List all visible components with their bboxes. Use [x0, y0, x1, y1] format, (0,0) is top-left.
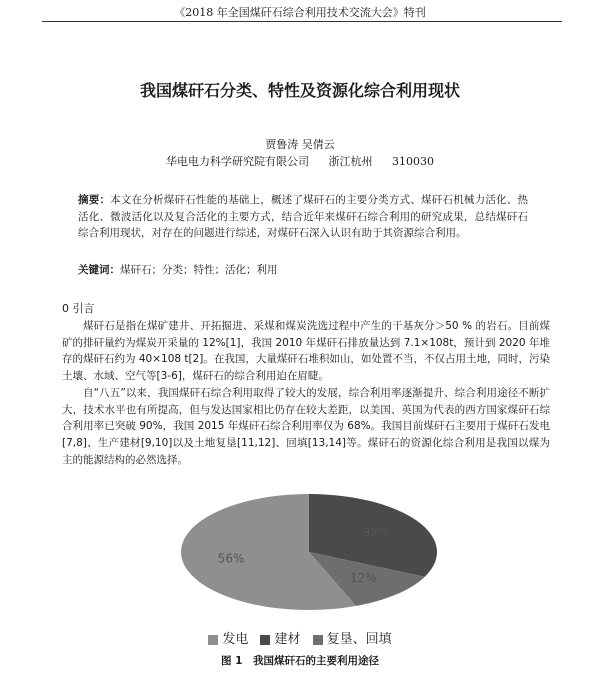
section-heading: 0 引言 [62, 302, 95, 315]
pie-chart [178, 492, 440, 612]
pie-slice-label: 56% [217, 551, 245, 566]
figure-caption: 图 1 我国煤矸石的主要利用途径 [221, 655, 379, 667]
paper-title: 我国煤矸石分类、特性及资源化综合利用现状 [139, 81, 460, 100]
keywords-text: 煤矸石；分类；特性；活化；利用 [120, 264, 278, 276]
affiliation-postcode: 310030 [392, 155, 434, 168]
section-body [62, 318, 550, 468]
legend-swatch [313, 635, 323, 645]
legend-label: 复垦、回填 [326, 632, 392, 647]
legend-label: 建材 [274, 632, 301, 647]
legend-swatch [260, 635, 270, 645]
affiliation-org: 华电电力科学研究院有限公司 [166, 155, 309, 168]
running-header: 《2018 年全国煤矸石综合利用技术交流大会》特刊 [174, 6, 426, 19]
paragraph: 煤矸石是指在煤矿建井、开拓掘进、采煤和煤炭洗选过程中产生的干基灰分＞50 % 的岩石。目前煤矿的排矸量约为煤炭开采量的 12%[1]，我国 2010 年煤矸石排放量达到 7.1×108t，预计到 2020 年堆存的煤矸石约为 40×108 t[2]。在我国，大量煤矸石堆积如山，如处置不当，不仅占用土地，同时，污染土壤、水域、空气等[3-6]，煤矸石的综合利用迫在眉睫。 [62, 320, 550, 383]
pie-slice-label: 12% [349, 571, 377, 586]
keywords-label: 关键词： [78, 264, 120, 276]
abstract-text: 本文在分析煤矸石性能的基础上，概述了煤矸石的主要分类方式、煤矸石机械力活化、热活化、微波活化以及复合活化的主要方式，结合近年来煤矸石综合利用的研究成果，总结煤矸石综合利用现状，对存在的问题进行综述，对煤矸石深入认识有助于其资源综合利用。 [78, 194, 529, 240]
chart-legend [0, 628, 600, 647]
legend-label: 发电 [222, 632, 249, 647]
legend-swatch [208, 635, 218, 645]
legend-item [260, 628, 300, 647]
abstract-label: 摘要： [78, 194, 111, 206]
keywords [78, 262, 528, 277]
paragraph: 自“八五”以来，我国煤矸石综合利用取得了较大的发展，综合利用率逐渐提升、综合利用途径不断扩大，技术水平也有所提高，但与发达国家相比仍存在较大差距，以美国、英国为代表的西方国家煤矸石综合利用率已突破 90%，我国 2015 年煤矸石综合利用率仅为 68%。我国目前煤矸石主要用于煤矸石发电[7,8]、生产建材[9,10]以及土地复垦[11,12]、回填[13,14]等。煤矸石的资源化综合利用是我国以煤为主的能源结构的必然选择。 [62, 386, 550, 466]
abstract [78, 192, 528, 242]
affiliation [0, 153, 600, 169]
authors: 贾鲁涛 吴倩云 [265, 138, 335, 151]
legend-item [313, 628, 392, 647]
pie-slice-label: 32% [362, 525, 390, 540]
legend-item [208, 628, 248, 647]
affiliation-city: 浙江杭州 [328, 155, 373, 168]
header-rule [42, 21, 562, 22]
